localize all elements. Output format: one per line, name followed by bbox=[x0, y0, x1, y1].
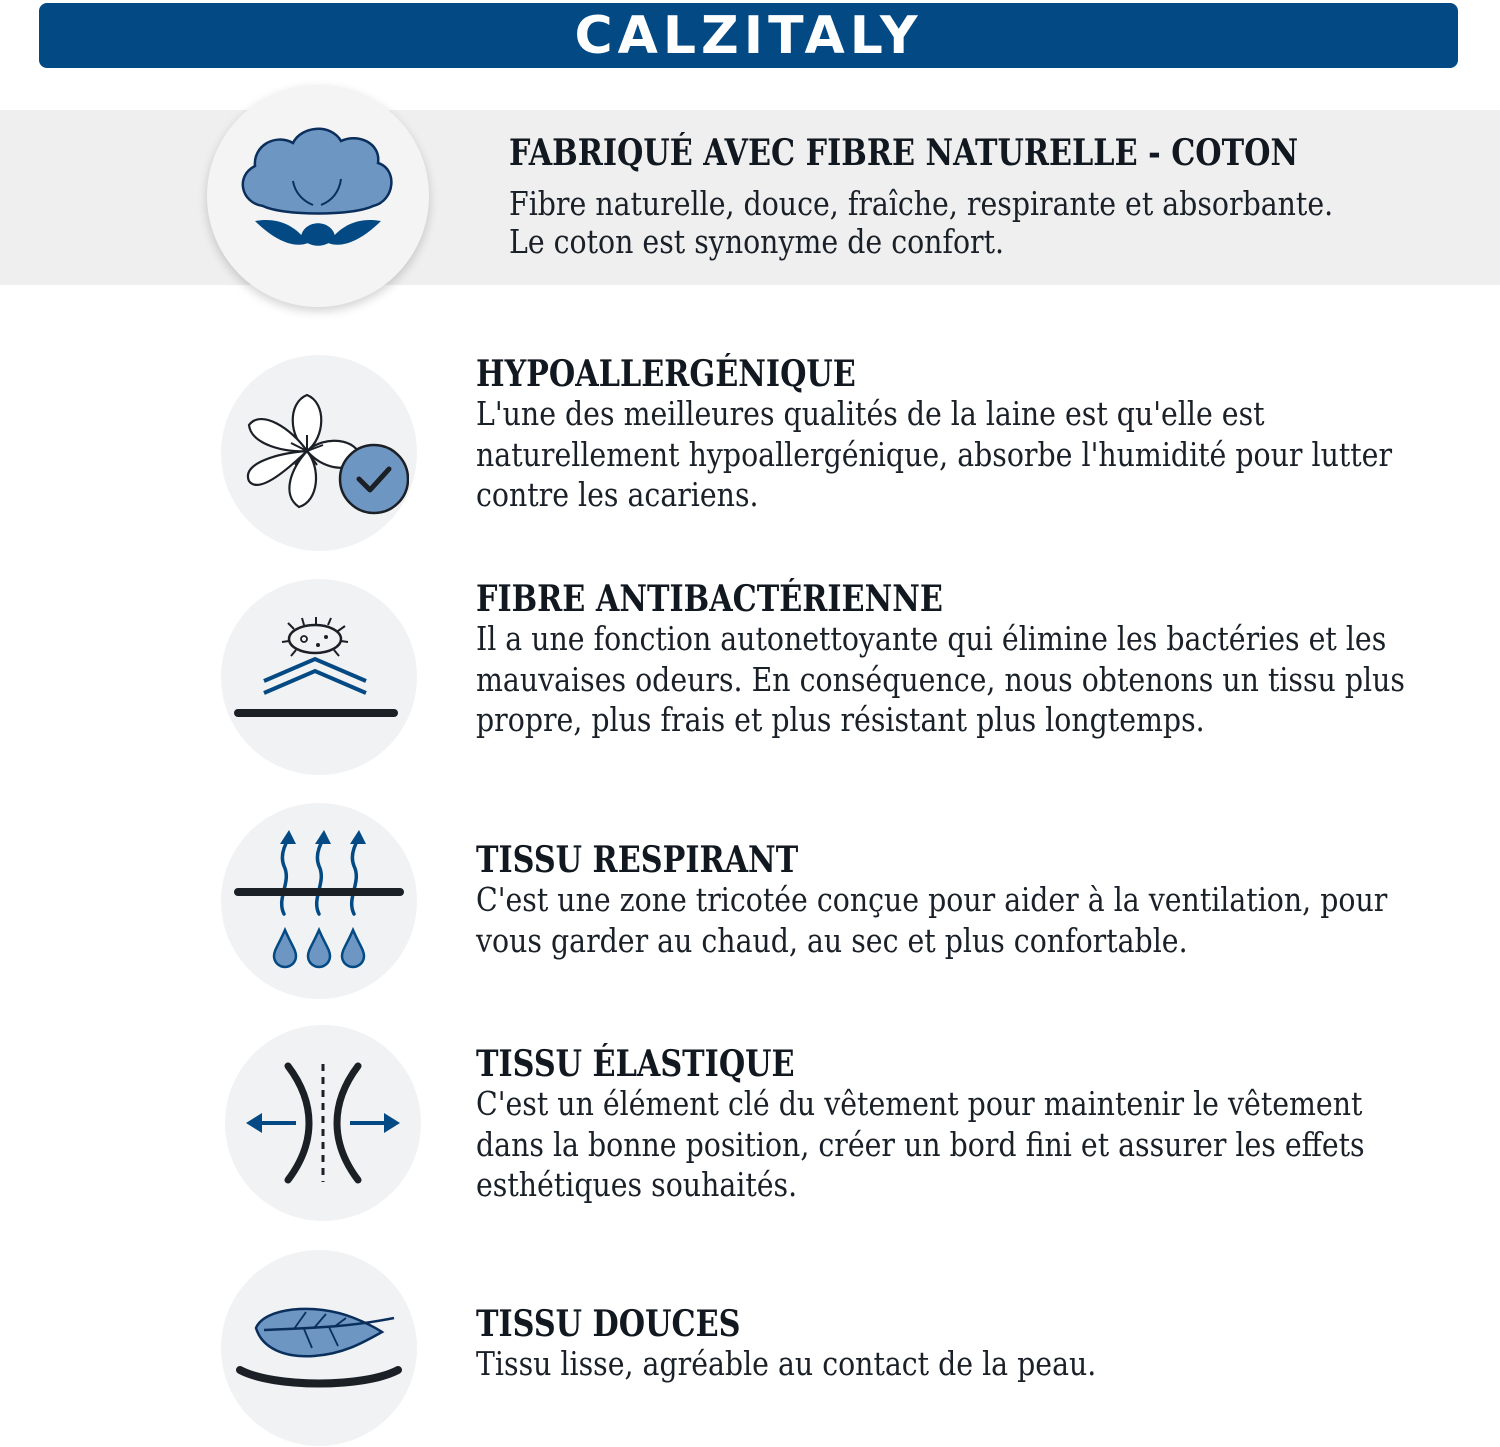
feature-soft bbox=[476, 1304, 1197, 1385]
feature-breathable bbox=[476, 840, 1500, 961]
feature-title: HYPOALLERGÉNIQUE bbox=[476, 353, 856, 395]
feature-description-line: C'est un élément clé du vêtement pour maintenir le vêtement bbox=[476, 1084, 1363, 1123]
feature-elastic bbox=[476, 1044, 1500, 1206]
flower-check-icon bbox=[229, 383, 409, 523]
feature-description bbox=[476, 1344, 1096, 1385]
feature-title: TISSU RESPIRANT bbox=[476, 839, 799, 881]
feature-icon-circle-antibacterial bbox=[221, 579, 417, 775]
feature-description-line: C'est une zone tricotée conçue pour aider à la ventilation, pour bbox=[476, 880, 1388, 919]
feature-description-line: mauvaises odeurs. En conséquence, nous obtenons un tissu plus bbox=[476, 659, 1405, 699]
feature-cotton bbox=[509, 133, 1467, 261]
feature-title: TISSU DOUCES bbox=[476, 1303, 741, 1345]
feature-description bbox=[476, 1084, 1365, 1206]
feature-description-line: L'une des meilleures qualités de la laine est qu'elle est bbox=[476, 394, 1265, 433]
feature-description-line: vous garder au chaud, au sec et plus confortable. bbox=[476, 920, 1188, 960]
feature-icon-circle-elastic bbox=[225, 1025, 421, 1221]
feature-description bbox=[476, 619, 1405, 741]
feature-description-line: contre les acariens. bbox=[476, 475, 759, 514]
feature-description bbox=[509, 185, 1333, 261]
feature-description-line: dans la bonne position, créer un bord fini et assurer les effets bbox=[476, 1124, 1365, 1164]
feature-icon bbox=[234, 1298, 404, 1398]
feature-description-line: Tissu lisse, agréable au contact de la peau. bbox=[476, 1344, 1097, 1383]
feature-title: FIBRE ANTIBACTÉRIENNE bbox=[476, 578, 943, 620]
feature-description bbox=[476, 880, 1387, 961]
feature-title: FABRIQUÉ AVEC FIBRE NATURELLE - COTON bbox=[509, 132, 1299, 174]
feature-description-line: Le coton est synonyme de confort. bbox=[509, 222, 1005, 261]
feature-icon-circle-soft bbox=[221, 1250, 417, 1446]
elastic-stretch-icon bbox=[238, 1058, 408, 1188]
feature-description-line: Il a une fonction autonettoyante qui élimine les bactéries et les bbox=[476, 619, 1387, 658]
breathable-fabric-icon bbox=[234, 826, 404, 976]
feature-title: TISSU ÉLASTIQUE bbox=[476, 1043, 795, 1085]
brand-banner bbox=[39, 3, 1458, 68]
feature-description-line: esthétiques souhaités. bbox=[476, 1165, 798, 1204]
feature-description-line: propre, plus frais et plus résistant plus longtemps. bbox=[476, 700, 1205, 739]
bacteria-shield-icon bbox=[234, 617, 404, 737]
feature-icon-circle-hypoallergenic bbox=[221, 355, 417, 551]
feature-description-line: Fibre naturelle, douce, fraîche, respirante et absorbante. bbox=[509, 184, 1334, 223]
feather-icon bbox=[256, 1309, 394, 1356]
feature-description-line: naturellement hypoallergénique, absorbe l'humidité pour lutter bbox=[476, 434, 1393, 474]
feature-icon-circle-cotton bbox=[207, 85, 429, 307]
brand-title: CALZITALY bbox=[574, 5, 923, 66]
feature-description bbox=[476, 394, 1392, 516]
cotton-icon bbox=[233, 121, 403, 271]
feature-antibacterial bbox=[476, 579, 1500, 741]
feature-hypoallergenic bbox=[476, 354, 1500, 516]
feature-icon-circle-breathable bbox=[221, 803, 417, 999]
